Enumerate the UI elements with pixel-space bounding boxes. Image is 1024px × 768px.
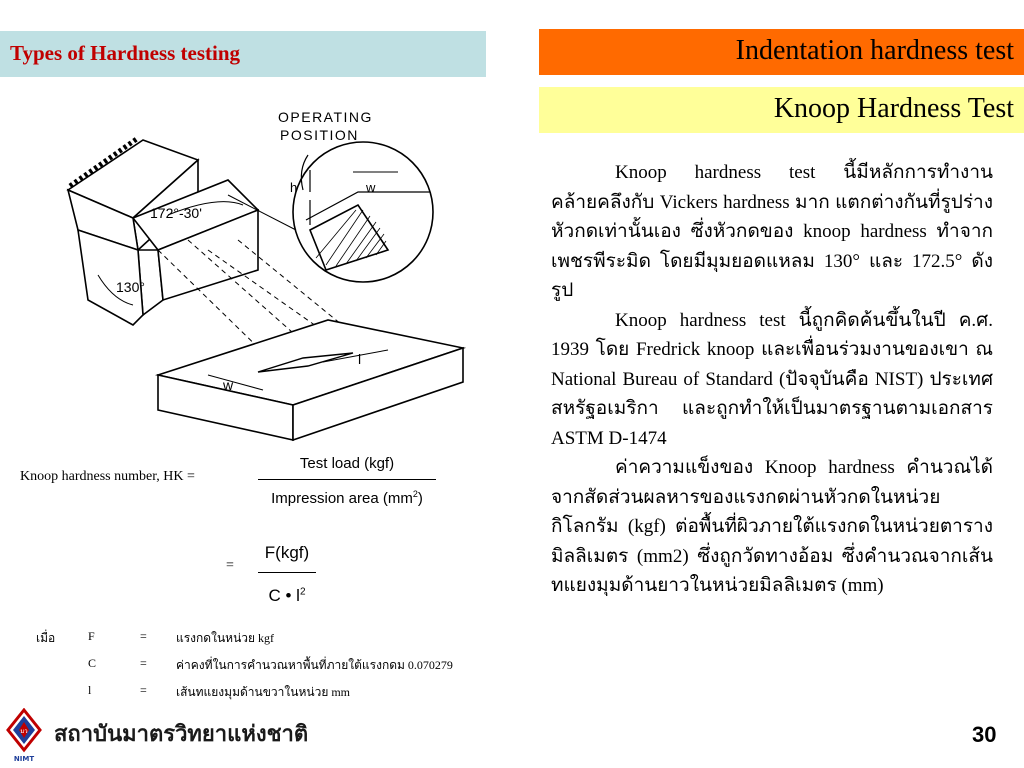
logo-text: มว: [20, 728, 28, 735]
sub-header: [539, 87, 1024, 133]
formula-label: Knoop hardness number, HK =: [20, 469, 195, 484]
fraction-bar-2: [258, 572, 316, 573]
formula-numerator: Test load (kgf): [299, 455, 395, 472]
definition-text: แรงกดในหน่วย kgf: [176, 631, 275, 645]
width-label-magnified: w: [366, 180, 376, 195]
definition-symbol: C: [88, 656, 97, 670]
paragraph: Knoop hardness test นี้ถูกคิดค้นขึ้นในปี ค.ศ. 1939 โดย Fredrick knoop และเพื่อนร่วมงานของเขา ณ National Bureau of Standard (ปัจจุบันคือ NIST) ประเทศสหรัฐอเมริกา และถูกทำให้เป็นมาตรฐานตามเอกสาร ASTM D-1474: [551, 309, 993, 449]
equals-sign: =: [226, 558, 234, 573]
length-label: l: [358, 351, 362, 367]
definition-when: เมื่อ: [36, 631, 56, 645]
definition-equals: =: [140, 656, 147, 670]
nimt-logo: [4, 708, 44, 764]
definition-equals: =: [140, 629, 147, 643]
body-text: [551, 158, 993, 601]
definition-symbol: l: [88, 683, 92, 697]
definition-text: ค่าคงที่ในการคำนวณหาพื้นที่ภายใต้แรงกดม 0.070279: [176, 658, 453, 672]
width-label: w: [223, 377, 234, 393]
formula-denominator: Impression area $(mm^2)$: [271, 489, 423, 507]
organization-name: สถาบันมาตรวิทยาแห่งชาติ: [54, 722, 309, 747]
angle-172-label: 172°-30': [150, 205, 202, 221]
right-header: [539, 29, 1024, 75]
slide-subtitle: Knoop Hardness Test: [773, 93, 1014, 124]
fraction-bar: [258, 479, 436, 480]
slide-title: Indentation hardness test: [735, 35, 1014, 66]
paragraph: ค่าความแข็งของ Knoop hardness คำนวณได้จากสัดส่วนผลหารของแรงกดผ่านหัวกดในหน่วยกิโลกรัม (kgf) ต่อพื้นที่ผิวภายใต้แรงกดในหน่วยตารางมิลลิเมตร (mm2) ซึ่งถูกวัดทางอ้อม ซึ่งคำนวณจากเส้นทแยงมุมด้านยาวในหน่วยมิลลิเมตร (mm): [551, 457, 993, 596]
definition-symbol: F: [88, 629, 95, 643]
height-label: h: [290, 180, 298, 195]
formula-numerator-2: F(kgf): [264, 543, 310, 562]
page-number: 30: [972, 722, 997, 747]
definition-text: เส้นทแยงมุมด้านขวาในหน่วย mm: [176, 685, 351, 699]
operating-label-1: OPERATING: [278, 109, 373, 125]
operating-label-2: POSITION: [280, 127, 359, 143]
section-title: Types of Hardness testing: [10, 41, 241, 65]
knoop-indenter-diagram: [58, 100, 478, 445]
logo-caption: NIMT: [13, 755, 35, 763]
paragraph: Knoop hardness test นี้มีหลักการทำงานคล้ายคลึงกับ Vickers hardness มาก แตกต่างกันที่รูปร่างหัวกดเท่านั้นเอง ซึ่งหัวกดของ knoop hardness ทำจากเพชรพีระมิด โดยมีมุมยอดแหลม 130° และ 172.5° ดังรูป: [551, 162, 993, 301]
definition-equals: =: [140, 683, 147, 697]
formula-denominator-2: C • $l^2$: [268, 586, 306, 605]
angle-130-label: 130°: [116, 279, 145, 295]
left-header: [0, 31, 486, 77]
